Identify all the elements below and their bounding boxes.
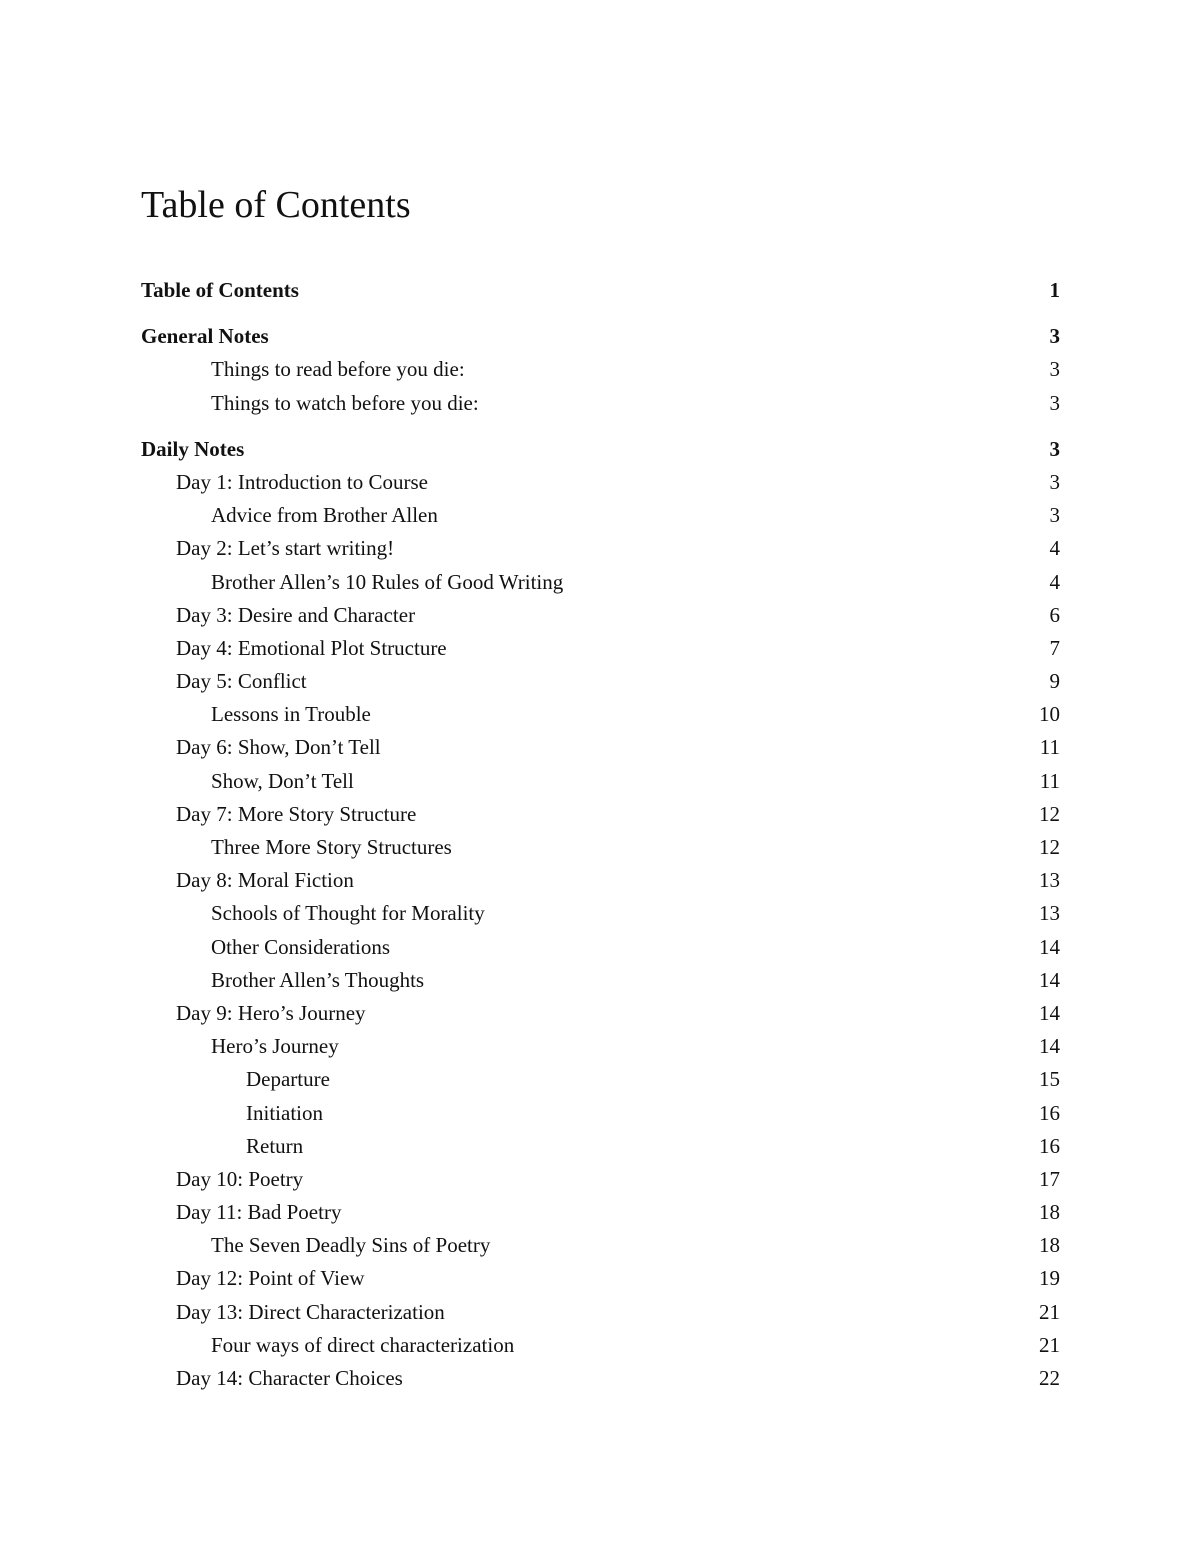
toc-entry[interactable]: [141, 532, 1060, 565]
toc-entry[interactable]: [141, 964, 1060, 997]
toc-entry-page-number: 3: [1049, 324, 1060, 349]
toc-entry-page-number: 3: [1049, 436, 1060, 461]
toc-entry-label: Day 10: Poetry: [176, 1166, 304, 1191]
toc-entry-label: Initiation: [246, 1100, 323, 1125]
toc-entry-label: Schools of Thought for Morality: [211, 901, 485, 926]
toc-entry[interactable]: [141, 466, 1060, 499]
toc-entry-label: Table of Contents: [141, 278, 299, 302]
toc-entry[interactable]: [141, 274, 1060, 307]
toc-entry-page-number: 21: [1039, 1299, 1060, 1324]
toc-entry-page-number: 15: [1039, 1067, 1060, 1092]
toc-entry[interactable]: [141, 1229, 1060, 1262]
toc-entry-page-number: 3: [1049, 469, 1060, 494]
toc-entry-page-number: 7: [1049, 635, 1060, 660]
toc-entry[interactable]: [141, 831, 1060, 864]
toc-entry-page-number: 3: [1049, 390, 1060, 415]
toc-entry-label: Day 5: Conflict: [176, 669, 307, 694]
toc-entry[interactable]: [141, 997, 1060, 1030]
toc-entry[interactable]: [141, 1063, 1060, 1096]
toc-entry-label: Daily Notes: [141, 436, 245, 461]
toc-entry[interactable]: [141, 1163, 1060, 1196]
toc-entry[interactable]: [141, 798, 1060, 831]
toc-entry-page-number: 12: [1039, 801, 1060, 826]
page-title: Table of Contents: [141, 184, 411, 226]
toc-entry[interactable]: [141, 599, 1060, 632]
toc-entry[interactable]: [141, 1030, 1060, 1063]
toc-entry-page-number: 6: [1049, 602, 1060, 627]
toc-entry-label: Day 4: Emotional Plot Structure: [176, 635, 447, 660]
toc-entry[interactable]: [141, 499, 1060, 532]
toc-entry-label: Day 14: Character Choices: [176, 1366, 403, 1390]
toc-entry-page-number: 19: [1039, 1266, 1060, 1291]
toc-entry-page-number: 11: [1039, 735, 1060, 760]
toc-entry-page-number: 13: [1039, 868, 1060, 893]
toc-entry[interactable]: [141, 765, 1060, 798]
toc-entry-label: Hero’s Journey: [211, 1034, 339, 1059]
toc-entry[interactable]: [141, 1362, 1060, 1395]
toc-entry-label: General Notes: [141, 324, 269, 349]
table-of-contents: [141, 274, 1060, 1395]
toc-entry-label: Things to watch before you die:: [211, 390, 479, 415]
toc-entry-label: Day 1: Introduction to Course: [176, 469, 428, 494]
toc-entry-page-number: 14: [1039, 1000, 1060, 1025]
toc-entry[interactable]: [141, 566, 1060, 599]
toc-entry[interactable]: [141, 1130, 1060, 1163]
toc-entry[interactable]: [141, 1196, 1060, 1229]
toc-entry-label: Four ways of direct characterization: [211, 1332, 515, 1357]
toc-entry-label: Other Considerations: [211, 934, 391, 959]
toc-entry-page-number: 9: [1049, 669, 1060, 694]
toc-entry-page-number: 18: [1039, 1200, 1060, 1225]
toc-entry-page-number: 3: [1049, 503, 1060, 528]
toc-entry-label: The Seven Deadly Sins of Poetry: [211, 1233, 491, 1258]
toc-entry-label: Departure: [246, 1067, 330, 1092]
toc-entry-label: Brother Allen’s 10 Rules of Good Writing: [211, 569, 564, 594]
toc-entry-label: Show, Don’t Tell: [211, 768, 354, 793]
toc-entry[interactable]: [141, 632, 1060, 665]
toc-entry-label: Return: [246, 1133, 304, 1158]
toc-entry[interactable]: [141, 353, 1060, 386]
toc-entry[interactable]: [141, 433, 1060, 466]
toc-entry[interactable]: [141, 931, 1060, 964]
toc-entry[interactable]: [141, 1262, 1060, 1295]
toc-entry[interactable]: [141, 698, 1060, 731]
toc-entry-label: Day 9: Hero’s Journey: [176, 1000, 366, 1025]
toc-entry[interactable]: [141, 665, 1060, 698]
toc-entry-page-number: 11: [1039, 768, 1060, 793]
toc-entry-page-number: 14: [1039, 934, 1060, 959]
toc-entry-label: Advice from Brother Allen: [211, 503, 438, 528]
toc-entry-page-number: 10: [1039, 702, 1060, 727]
toc-entry-page-number: 16: [1039, 1133, 1060, 1158]
toc-entry-page-number: 17: [1039, 1166, 1060, 1191]
toc-entry-label: Day 2: Let’s start writing!: [176, 536, 395, 561]
toc-entry-label: Day 13: Direct Characterization: [176, 1299, 445, 1324]
toc-entry-page-number: 1: [1049, 278, 1060, 302]
toc-entry-page-number: 16: [1039, 1100, 1060, 1125]
toc-entry[interactable]: [141, 1329, 1060, 1362]
toc-entry-label: Day 7: More Story Structure: [176, 801, 417, 826]
toc-entry-page-number: 21: [1039, 1332, 1060, 1357]
toc-entry-label: Things to read before you die:: [211, 357, 465, 382]
toc-entry-label: Day 11: Bad Poetry: [176, 1200, 342, 1225]
toc-entry-page-number: 12: [1039, 835, 1060, 859]
toc-entry[interactable]: [141, 1296, 1060, 1329]
toc-entry[interactable]: [141, 864, 1060, 897]
toc-entry-label: Brother Allen’s Thoughts: [211, 967, 425, 992]
toc-entry-page-number: 14: [1039, 967, 1060, 992]
toc-entry[interactable]: [141, 731, 1060, 764]
toc-entry-page-number: 22: [1039, 1366, 1060, 1390]
toc-entry-page-number: 18: [1039, 1233, 1060, 1258]
toc-entry-label: Day 12: Point of View: [176, 1266, 365, 1291]
toc-entry-page-number: 4: [1049, 569, 1060, 594]
toc-entry-page-number: 3: [1049, 357, 1060, 382]
toc-entry-page-number: 13: [1039, 901, 1060, 926]
toc-entry-page-number: 4: [1049, 536, 1060, 561]
toc-entry[interactable]: [141, 897, 1060, 930]
toc-entry-label: Day 3: Desire and Character: [176, 602, 416, 627]
toc-entry-label: Lessons in Trouble: [211, 702, 371, 727]
toc-entry-page-number: 14: [1039, 1034, 1060, 1059]
toc-entry[interactable]: [141, 320, 1060, 353]
toc-entry-label: Day 8: Moral Fiction: [176, 868, 354, 893]
toc-entry[interactable]: [141, 387, 1060, 420]
toc-entry-label: Day 6: Show, Don’t Tell: [176, 735, 381, 760]
toc-entry-label: Three More Story Structures: [211, 835, 452, 859]
toc-entry[interactable]: [141, 1097, 1060, 1130]
